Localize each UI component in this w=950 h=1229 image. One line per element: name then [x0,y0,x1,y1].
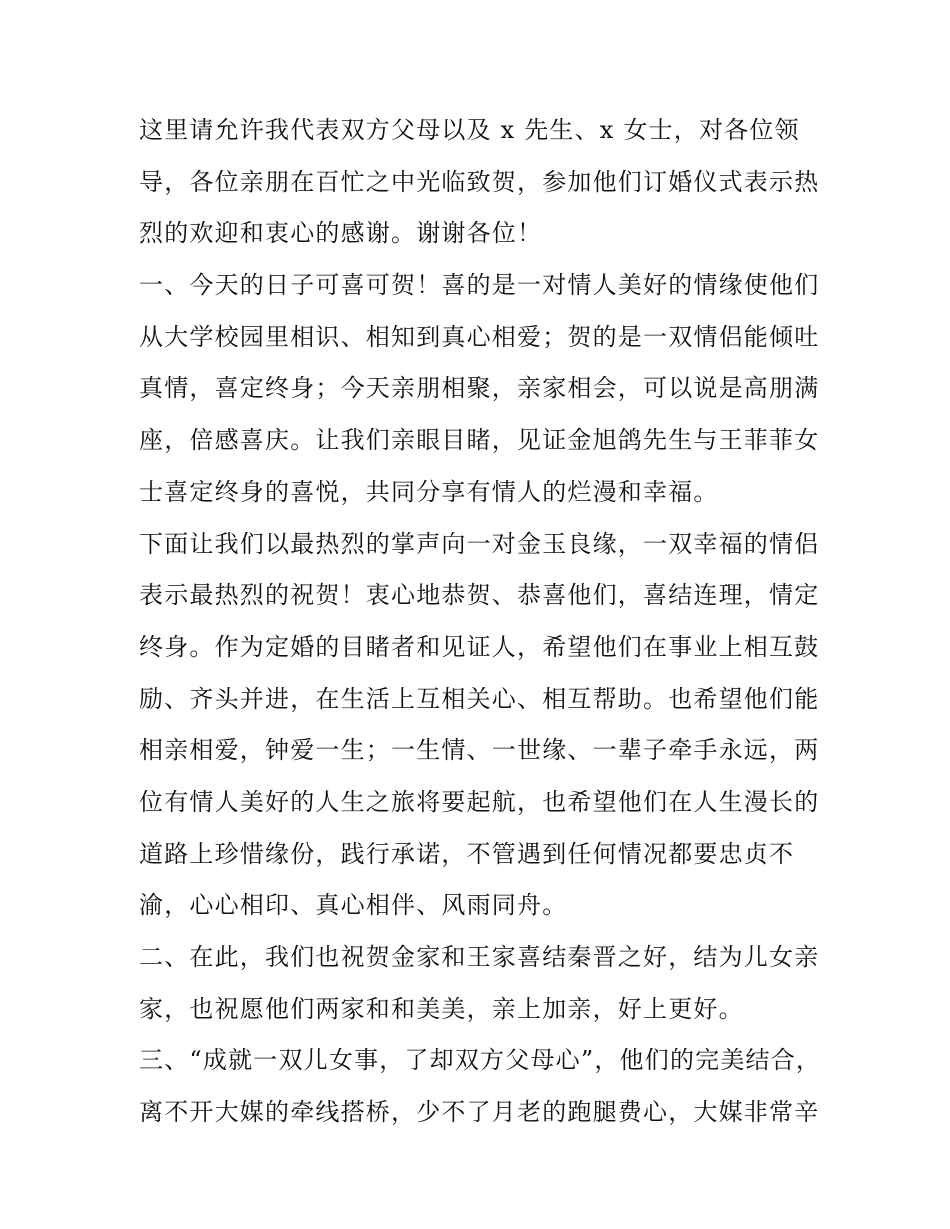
text-line: 终身。作为定婚的目睹者和见证人，希望他们在事业上相互鼓 [139,632,820,661]
text-line: 士喜定终身的喜悦，共同分享有情人的烂漫和幸福。 [139,477,719,506]
text-line: 烈的欢迎和衷心的感谢。谢谢各位！ [139,219,543,248]
text-line: 这里请允许我代表双方父母以及 x 先生、x 女士，对各位领 [139,116,800,144]
text-line: 三、“成就一双儿女事，了却双方父母心”，他们的完美结合， [139,1046,822,1075]
text-line: 相亲相爱，钟爱一生；一生情、一世缘、一辈子牵手永远，两 [139,736,820,765]
text-line: 励、齐头并进，在生活上互相关心、相互帮助。也希望他们能 [139,684,820,713]
text-line: 位有情人美好的人生之旅将要起航，也希望他们在人生漫长的 [139,787,820,816]
text-line: 下面让我们以最热烈的掌声向一对金玉良缘，一双幸福的情侣 [139,529,820,558]
text-line: 导，各位亲朋在百忙之中光临致贺，参加他们订婚仪式表示热 [139,167,820,196]
text-line: 渝，心心相印、真心相伴、风雨同舟。 [139,891,568,920]
text-line: 从大学校园里相识、相知到真心相爱；贺的是一双情侣能倾吐 [139,322,820,351]
text-line: 离不开大媒的牵线搭桥，少不了月老的跑腿费心，大媒非常辛 [139,1098,820,1127]
text-line: 一、今天的日子可喜可贺！喜的是一对情人美好的情缘使他们 [139,271,820,300]
text-line: 表示最热烈的祝贺！衷心地恭贺、恭喜他们，喜结连理，情定 [139,581,820,610]
text-line: 真情，喜定终身；今天亲朋相聚，亲家相会，可以说是高朋满 [139,374,820,403]
text-line: 道路上珍惜缘份，践行承诺，不管遇到任何情况都要忠贞不 [139,839,795,868]
text-line: 家，也祝愿他们两家和和美美，亲上加亲，好上更好。 [139,994,744,1023]
text-line: 二、在此，我们也祝贺金家和王家喜结秦晋之好，结为儿女亲 [139,943,820,971]
body-text [139,107,829,1141]
text-line: 座，倍感喜庆。让我们亲眼目睹，见证金旭鸽先生与王菲菲女 [139,426,820,455]
